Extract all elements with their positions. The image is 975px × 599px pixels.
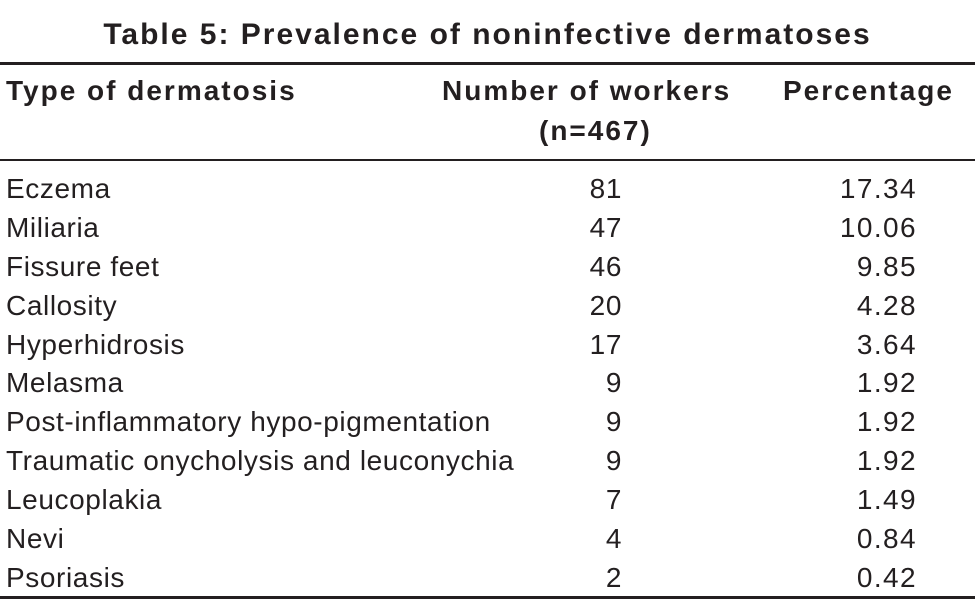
top-rule xyxy=(0,62,975,65)
cell-percentage: 0.42 xyxy=(856,561,917,593)
cell-type: Post-inflammatory hypo-pigmentation xyxy=(6,406,491,438)
table-row xyxy=(0,443,975,482)
header-rule xyxy=(0,159,975,161)
cell-type: Melasma xyxy=(6,367,124,399)
header-percentage: Percentage xyxy=(783,75,954,106)
cell-type: Leucoplakia xyxy=(6,484,163,516)
table-body xyxy=(0,171,975,599)
table-title: Table 5: Prevalence of noninfective dermatoses xyxy=(103,18,872,51)
table-row xyxy=(0,404,975,443)
cell-number: 47 xyxy=(589,211,622,243)
cell-number: 7 xyxy=(605,484,622,516)
table-row xyxy=(0,560,975,599)
cell-number: 9 xyxy=(605,406,622,438)
cell-type: Hyperhidrosis xyxy=(6,328,185,360)
cell-type: Miliaria xyxy=(6,211,100,243)
cell-percentage: 0.84 xyxy=(856,523,917,555)
cell-type: Callosity xyxy=(6,289,118,321)
cell-number: 4 xyxy=(605,523,622,555)
header-type: Type of dermatosis xyxy=(6,75,297,106)
cell-percentage: 4.28 xyxy=(856,289,917,321)
cell-type: Psoriasis xyxy=(6,561,125,593)
cell-percentage: 3.64 xyxy=(856,328,917,360)
cell-type: Nevi xyxy=(6,523,65,555)
table-row xyxy=(0,482,975,521)
table-row xyxy=(0,171,975,210)
cell-percentage: 1.92 xyxy=(856,406,917,438)
cell-number: 9 xyxy=(605,445,622,477)
cell-number: 20 xyxy=(589,289,622,321)
cell-number: 9 xyxy=(605,367,622,399)
cell-number: 46 xyxy=(589,250,622,282)
cell-percentage: 1.49 xyxy=(856,484,917,516)
cell-percentage: 1.92 xyxy=(856,367,917,399)
cell-percentage: 1.92 xyxy=(856,445,917,477)
cell-type: Traumatic onycholysis and leuconychia xyxy=(6,445,515,477)
table-row xyxy=(0,210,975,249)
table-row xyxy=(0,249,975,288)
table-row xyxy=(0,365,975,404)
cell-type: Fissure feet xyxy=(6,250,160,282)
cell-percentage: 10.06 xyxy=(839,211,917,243)
cell-percentage: 9.85 xyxy=(856,250,917,282)
cell-number: 17 xyxy=(589,328,622,360)
header-number: Number of workers xyxy=(442,75,732,106)
cell-percentage: 17.34 xyxy=(839,173,917,204)
table-row xyxy=(0,521,975,560)
header-number-n: (n=467) xyxy=(539,115,652,146)
cell-number: 81 xyxy=(589,173,622,204)
cell-type: Eczema xyxy=(6,173,111,204)
table-row xyxy=(0,288,975,327)
cell-number: 2 xyxy=(605,561,622,593)
table-row xyxy=(0,327,975,366)
